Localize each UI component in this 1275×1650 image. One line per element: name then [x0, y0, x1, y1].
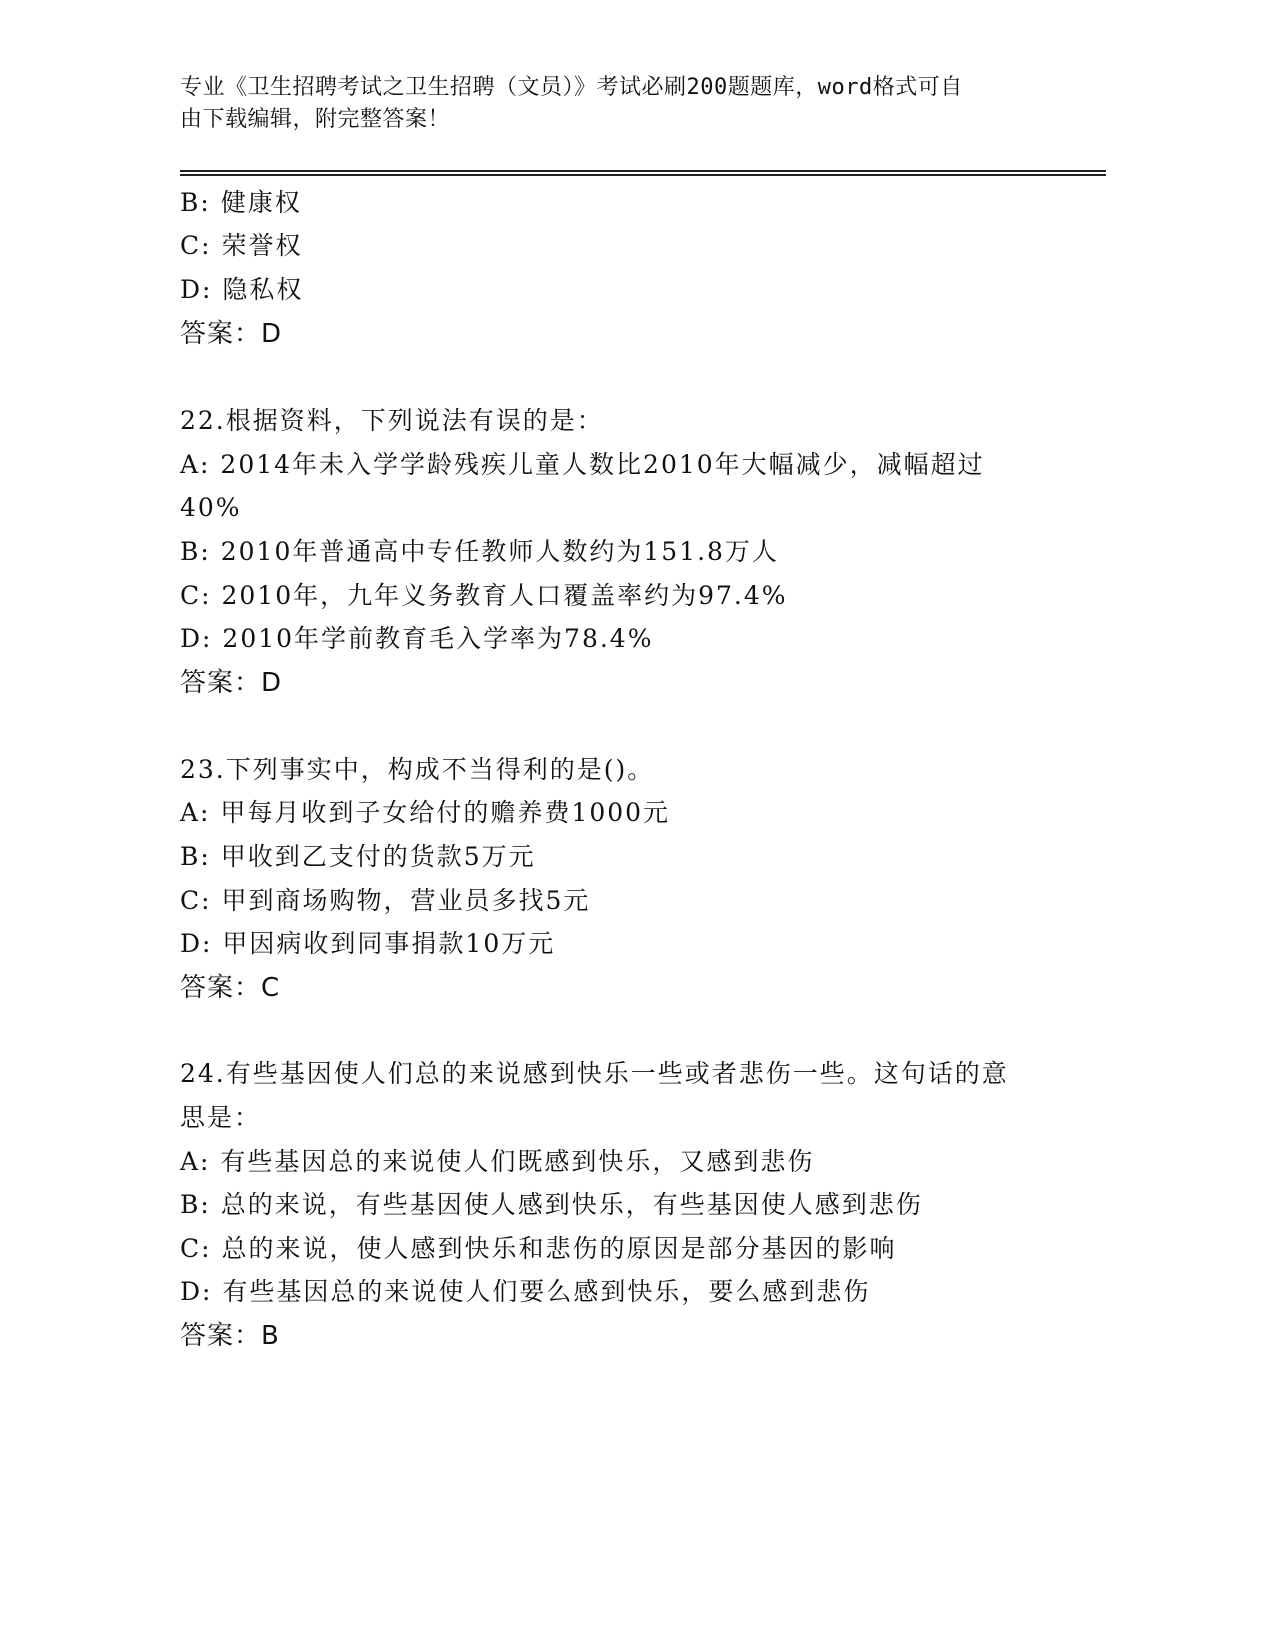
option-a: A: 2014年未入学学龄残疾儿童人数比2010年大幅减少，减幅超过: [180, 450, 985, 479]
option-a: A: 甲每月收到子女给付的赡养费1000元: [180, 798, 671, 827]
option-b: B: 健康权: [180, 188, 302, 217]
option-a: A: 有些基因总的来说使人们既感到快乐，又感到悲伤: [180, 1147, 815, 1176]
option-b: B: 2010年普通高中专任教师人数约为151.8万人: [180, 537, 779, 566]
option-b: B: 甲收到乙支付的货款5万元: [180, 842, 536, 871]
answer: 答案：C: [180, 973, 281, 1003]
option-c: C: 总的来说，使人感到快乐和悲伤的原因是部分基因的影响: [180, 1234, 897, 1263]
option-d: D: 隐私权: [180, 275, 304, 304]
header-rule-top: [180, 170, 1106, 172]
option-c: C: 甲到商场购物，营业员多找5元: [180, 886, 591, 915]
answer: 答案：B: [180, 1321, 280, 1351]
question-stem: 24.有些基因使人们总的来说感到快乐一些或者悲伤一些。这句话的意: [180, 1059, 1009, 1088]
header-rule-bottom: [180, 174, 1106, 176]
question-stem: 23.下列事实中，构成不当得利的是()。: [180, 755, 655, 784]
option-a-continued: 40%: [180, 493, 242, 522]
option-d: D: 2010年学前教育毛入学率为78.4%: [180, 624, 654, 653]
option-c: C: 荣誉权: [180, 231, 303, 260]
header-line-1: 专业《卫生招聘考试之卫生招聘（文员）》考试必刷200题题库，word格式可自: [180, 75, 963, 100]
answer: 答案：D: [180, 319, 283, 349]
option-d: D: 有些基因总的来说使人们要么感到快乐，要么感到悲伤: [180, 1277, 871, 1306]
question-stem-continued: 思是：: [180, 1103, 262, 1132]
option-d: D: 甲因病收到同事捐款10万元: [180, 929, 556, 958]
header-line-2: 由下载编辑，附完整答案！: [180, 107, 451, 132]
answer: 答案：D: [180, 668, 283, 698]
question-stem: 22.根据资料，下列说法有误的是：: [180, 406, 604, 435]
option-b: B: 总的来说，有些基因使人感到快乐，有些基因使人感到悲伤: [180, 1190, 923, 1219]
option-c: C: 2010年，九年义务教育人口覆盖率约为97.4%: [180, 581, 788, 610]
